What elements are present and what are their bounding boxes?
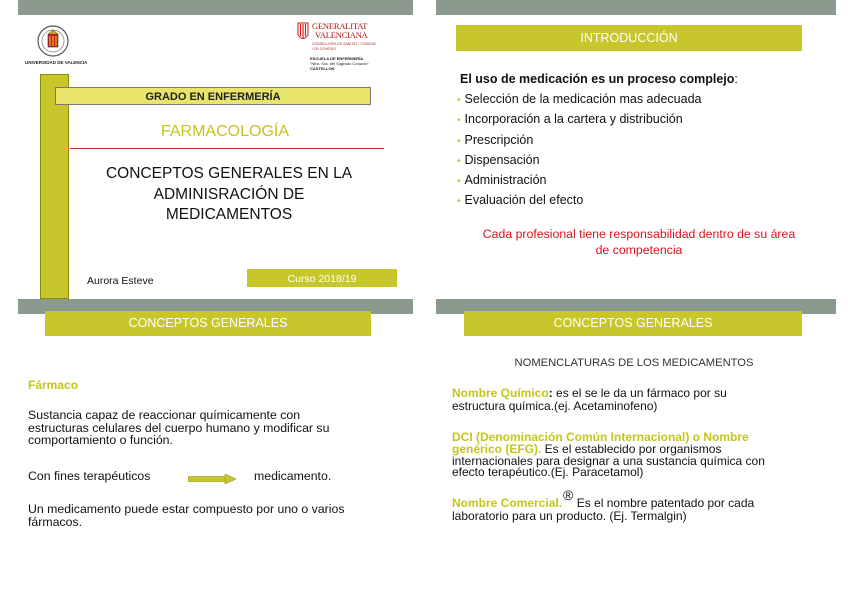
grado-label: GRADO EN ENFERMERÍA xyxy=(145,91,281,103)
university-label: UNIVERSIDAD DE VALENCIA xyxy=(25,60,88,65)
composition-line-2: fármacos. xyxy=(28,514,82,529)
intro-lead xyxy=(460,72,738,86)
course-banner xyxy=(247,269,397,287)
school-name-2: "Ntra. Sra. del Sagrado Corazón" xyxy=(310,61,369,66)
responsibility-note-line-2: de competencia xyxy=(595,242,683,257)
right-arrow-icon xyxy=(188,471,236,481)
slide-conceptos-nomenclaturas xyxy=(424,299,848,598)
olive-side-column xyxy=(40,74,69,299)
fines-terapeuticos-label: Con fines terapéuticos xyxy=(28,469,151,483)
term-farmaco: Fármaco xyxy=(28,378,79,392)
subject-title: FARMACOLOGÍA xyxy=(160,123,290,140)
slide-title xyxy=(0,0,424,299)
section-header xyxy=(464,311,802,336)
term-nombre-comercial: Nombre Comercial. xyxy=(452,496,563,510)
nombre-quimico-line-2: estructura química.(ej. Acetaminofeno) xyxy=(452,398,658,413)
nombre-comercial-block xyxy=(452,487,755,523)
composition-line-1: Un medicamento puede estar compuesto por uno o varios xyxy=(28,502,345,516)
main-title-line-1: CONCEPTOS GENERALES EN LA xyxy=(105,165,353,182)
intro-lead-text: El uso de medicación es un proceso complejo xyxy=(460,72,735,86)
main-title xyxy=(70,164,388,226)
responsibility-note-line-1: Cada profesional tiene responsabilidad dentro de su área xyxy=(482,227,796,241)
university-crest-icon xyxy=(36,24,70,58)
definition-line-1: Sustancia capaz de reaccionar químicamente con xyxy=(28,408,301,422)
author-name: Aurora Esteve xyxy=(87,275,154,287)
section-header-label: CONCEPTOS GENERALES xyxy=(128,316,288,330)
generalitat-dept-1: CONSELLERIA DE SANITAT I CONSUM xyxy=(312,42,376,46)
medicamento-label: medicamento. xyxy=(254,469,332,483)
nombre-quimico-colon: : xyxy=(548,386,553,400)
list-item: • Dispensación xyxy=(457,152,540,167)
nombre-quimico-line-1 xyxy=(452,387,727,400)
top-bar xyxy=(436,0,836,15)
section-header xyxy=(456,25,802,51)
farmaco-definition xyxy=(28,409,329,447)
section-header-label: CONCEPTOS GENERALES xyxy=(553,316,713,330)
school-name-3: CASTELLÓN xyxy=(310,66,335,71)
dci-text-line-2: Es el establecido por organismos xyxy=(541,441,722,456)
definition-line-2: estructuras celulares del cuerpo humano y modificar su xyxy=(28,420,330,435)
nombre-comercial-text: Es el nombre patentado por cada xyxy=(573,496,755,510)
course-label: Curso 2018/19 xyxy=(287,273,357,285)
process-list xyxy=(457,90,701,212)
grado-banner xyxy=(55,87,371,105)
definition-line-3: comportamiento o función. xyxy=(28,433,173,447)
list-item: • Evaluación del efecto xyxy=(457,193,584,208)
section-header-label: INTRODUCCIÓN xyxy=(580,31,678,45)
main-title-line-2: ADMINISRACIÓN DE xyxy=(153,185,305,203)
slide-conceptos-farmaco xyxy=(0,299,424,598)
slide-introduccion xyxy=(424,0,848,299)
main-title-line-3: MEDICAMENTOS xyxy=(165,206,293,223)
school-name-1: ESCUELA DE ENFERMERÍA xyxy=(310,56,364,61)
list-item: • Incorporación a la cartera y distribución xyxy=(457,112,683,127)
list-item: • Selección de la medicación mas adecuada xyxy=(457,92,702,106)
section-header xyxy=(45,311,371,336)
bullet-dot-icon: • xyxy=(457,95,461,106)
nomenclaturas-subtitle: NOMENCLATURAS DE LOS MEDICAMENTOS xyxy=(514,357,754,369)
bullet-dot-icon: • xyxy=(457,135,461,147)
generalitat-name-2: VALENCIANA xyxy=(315,30,368,40)
generalitat-dept-2: I DE COHESIÓ xyxy=(312,47,336,51)
bullet-dot-icon: • xyxy=(457,115,461,127)
responsibility-note xyxy=(454,227,824,258)
nombre-comercial-line-1 xyxy=(452,487,755,510)
nombre-quimico-block xyxy=(452,387,727,412)
top-bar xyxy=(18,0,413,15)
term-nombre-quimico: Nombre Químico xyxy=(452,386,549,400)
list-item: • Administración xyxy=(457,173,547,188)
dci-block xyxy=(452,432,765,479)
dci-text-line-4: efecto terapéutico.(Ej. Paracetamol) xyxy=(452,465,644,480)
bullet-dot-icon: • xyxy=(457,155,461,167)
registered-icon: ® xyxy=(563,487,574,503)
term-dci-line-1: DCI (Denominación Común Internacional) o Nombre xyxy=(452,430,749,444)
bullet-dot-icon: • xyxy=(457,196,461,208)
generalitat-name-1: GENERALITAT xyxy=(312,21,368,31)
bullet-dot-icon: • xyxy=(457,176,461,188)
term-dci-line-2: genérico (EFG). xyxy=(452,441,542,456)
composition-text xyxy=(28,503,344,528)
dci-text-line-3: internacionales para designar a una sustancia química con xyxy=(452,453,765,468)
nombre-comercial-line-2: laboratorio para un producto. (Ej. Termalgin) xyxy=(452,508,687,523)
nombre-quimico-text: es el se le da un fármaco por su xyxy=(552,386,727,400)
intro-lead-colon: : xyxy=(734,72,738,86)
list-item: • Prescripción xyxy=(457,132,534,147)
generalitat-logo-icon xyxy=(297,21,309,43)
subject-divider xyxy=(70,148,384,149)
